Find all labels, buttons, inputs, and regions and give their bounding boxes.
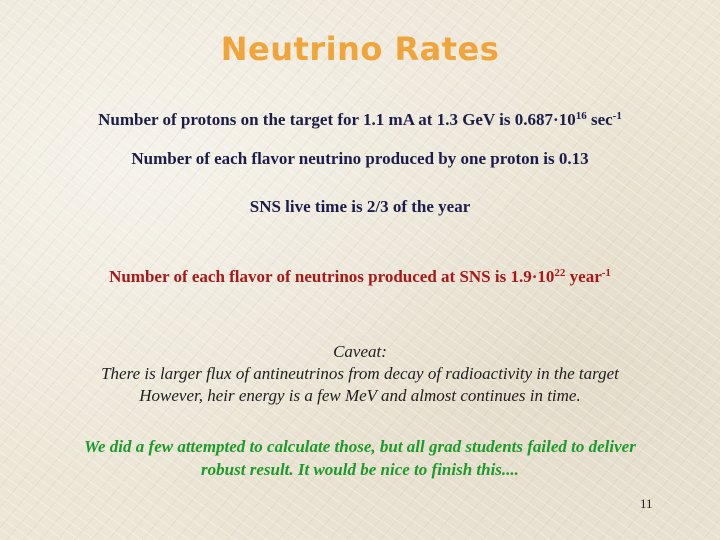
- grad-student-note: [0, 435, 720, 481]
- page-number: 11: [640, 496, 653, 511]
- protons-rate-line: [0, 110, 720, 130]
- neutrinos-per-proton-line: Number of each flavor neutrino produced by one proton is 0.13: [131, 149, 589, 168]
- note-line-2: robust result. It would be nice to finish this....: [201, 460, 519, 479]
- caveat-block: [0, 341, 720, 407]
- protons-rate-unit-exponent: -1: [612, 110, 622, 122]
- total-neutrinos-line: [0, 267, 720, 287]
- total-neutrinos-exponent: 22: [554, 267, 566, 279]
- protons-rate-text: Number of protons on the target for 1.1 mA at 1.3 GeV is 0.687·10: [98, 110, 576, 129]
- slide-title: Neutrino Rates: [220, 30, 500, 68]
- caveat-line-2: However, heir energy is a few MeV and almost continues in time.: [139, 386, 581, 405]
- caveat-heading: Caveat:: [333, 342, 387, 361]
- total-neutrinos-unit-exponent: -1: [601, 267, 611, 279]
- note-line-1: We did a few attempted to calculate those, but all grad students failed to deliver: [84, 437, 636, 456]
- caveat-line-1: There is larger flux of antineutrinos from decay of radioactivity in the target: [101, 364, 619, 383]
- protons-rate-exponent: 16: [575, 110, 587, 122]
- total-neutrinos-unit: year: [565, 267, 602, 286]
- live-time-line: SNS live time is 2/3 of the year: [249, 197, 471, 216]
- protons-rate-unit: sec: [586, 110, 613, 129]
- total-neutrinos-text: Number of each flavor of neutrinos produced at SNS is 1.9·10: [109, 267, 555, 286]
